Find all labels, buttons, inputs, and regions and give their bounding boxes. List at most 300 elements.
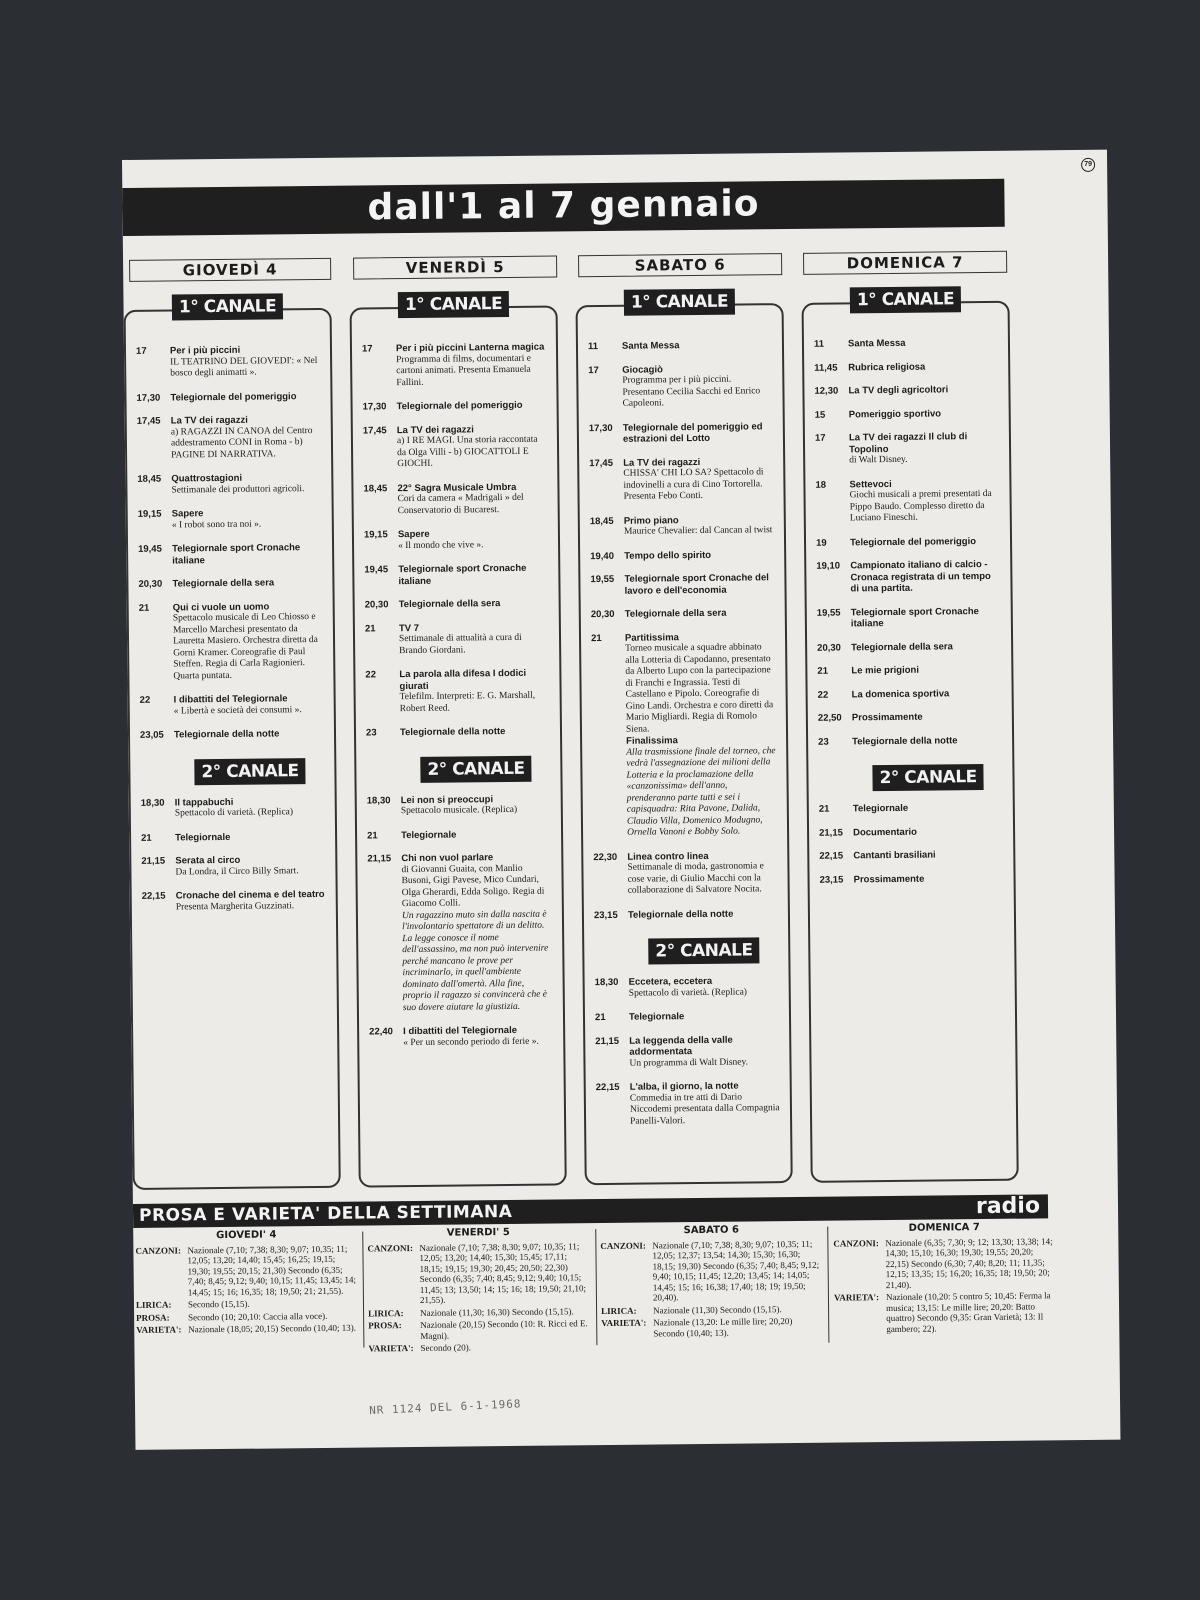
program-title: Telegiornale della sera: [172, 577, 275, 590]
program-time: 17: [361, 343, 373, 355]
program-time: 22: [139, 694, 151, 706]
program-title: Quattrostagioni: [171, 472, 243, 485]
program-description: Settimanale di attualità a cura di Brando Giordani.: [398, 632, 522, 656]
program-entry: [596, 1080, 780, 1128]
program-content: [850, 559, 1000, 595]
program-entry: [369, 1025, 553, 1050]
program-content: [174, 693, 324, 718]
program-title: Pomeriggio sportivo: [848, 407, 942, 420]
program-content: [399, 668, 549, 716]
channel-1-label: 1° CANALE: [624, 289, 735, 316]
program-description: Telefilm. Interpreti: E. G. Marshall, Robert Reed.: [399, 690, 536, 714]
program-content: [630, 1080, 780, 1128]
column-friday: [350, 294, 567, 1187]
program-entry: [595, 1010, 779, 1023]
radio-category: PROSA:: [368, 1320, 402, 1331]
program-time: 21: [138, 602, 150, 614]
program-title: Telegiornale della notte: [173, 728, 280, 741]
program-time: 22,15: [819, 850, 844, 862]
program-entry: [591, 607, 775, 620]
program-title: L'alba, il giorno, la notte: [629, 1080, 739, 1093]
program-content: [398, 563, 548, 588]
program-content: [172, 577, 322, 590]
column-thursday: [124, 296, 341, 1190]
program-time: 18,45: [589, 515, 614, 527]
program-time: 17,30: [588, 422, 613, 434]
radio-column-friday: [367, 1227, 590, 1356]
program-time: 20,30: [364, 599, 389, 611]
program-time: 17: [814, 432, 826, 444]
program-title: Prossimamente: [851, 711, 923, 724]
program-content: [624, 514, 774, 539]
program-description: Spettacolo di varietà. (Replica): [174, 807, 294, 819]
program-content: [397, 423, 547, 471]
program-title: La TV dei ragazzi: [170, 414, 248, 427]
program-time: 17,45: [589, 457, 614, 469]
program-entry: [589, 421, 773, 446]
radio-category: CANZONI:: [600, 1240, 646, 1251]
program-entry: [814, 360, 998, 373]
program-content: [623, 421, 773, 446]
program-time: 23,05: [139, 729, 164, 741]
program-title: Telegiornale della notte: [627, 908, 734, 921]
program-content: [851, 605, 1001, 630]
radio-row: [833, 1236, 1056, 1291]
program-title: Telegiornale: [852, 802, 909, 815]
program-entry: [142, 889, 326, 914]
program-content: [851, 664, 1001, 677]
program-content: [848, 384, 998, 397]
column-sunday: [802, 289, 1019, 1183]
program-title: Tempo dello spirito: [624, 549, 712, 562]
channel-2-label: 2° CANALE: [648, 937, 759, 964]
radio-schedule: Nazionale (11,30) Secondo (15,15).: [653, 1303, 782, 1316]
program-content: [403, 1025, 553, 1050]
program-content: [848, 337, 998, 350]
program-content: [848, 360, 998, 373]
program-description: Giochi musicali a premi presentati da Pippo Baudo. Complesso diretto da Luciano Fineschi.: [849, 488, 992, 524]
program-content: [173, 600, 324, 682]
program-title: Telegiornale sport Cronache del lavoro e dell'economia: [624, 572, 769, 597]
program-time: 18,30: [140, 797, 165, 809]
program-content: [399, 621, 549, 657]
program-time: 21: [594, 1011, 606, 1024]
program-entry: [365, 598, 549, 611]
program-time: 21: [364, 622, 376, 634]
program-content: [401, 793, 551, 818]
handwritten-note: NR 1124 DEL 6-1-1968: [368, 1397, 522, 1418]
radio-schedule: Secondo (10; 20,10: Caccia alla voce).: [188, 1310, 328, 1322]
program-content: [174, 728, 324, 741]
program-title: Qui ci vuole un uomo: [172, 600, 270, 613]
program-content: [175, 830, 325, 843]
program-time: 15: [814, 409, 826, 421]
program-content: [629, 1010, 779, 1023]
program-time: 17,45: [136, 415, 161, 427]
program-description: Da Londra, il Circo Billy Smart.: [175, 865, 299, 877]
program-title: Giocagiò: [622, 363, 663, 376]
program-title: Per i più piccini: [169, 344, 241, 357]
radio-label: radio: [975, 1193, 1041, 1220]
program-title: La parola alla difesa I dodici giurati: [399, 667, 527, 692]
program-title: Santa Messa: [621, 340, 680, 352]
program-entry: [365, 668, 549, 716]
program-content: [397, 400, 547, 413]
program-description: di Walt Disney.: [849, 454, 908, 466]
program-content: [175, 795, 325, 820]
program-title: I dibattiti del Telegiornale: [403, 1024, 518, 1038]
program-entry: [138, 507, 322, 532]
banner-title: dall'1 al 7 gennaio: [122, 179, 1004, 236]
program-time: 17: [135, 345, 147, 357]
program-content: [850, 535, 1000, 548]
program-time: 21,15: [141, 855, 166, 867]
program-content: [625, 607, 775, 620]
program-entry: [593, 850, 777, 898]
program-time: 22: [817, 689, 829, 701]
program-time: 17: [588, 364, 599, 376]
program-content: [629, 1034, 779, 1070]
program-time: 23,15: [819, 873, 844, 886]
radio-row: [135, 1243, 358, 1298]
radio-schedule: Secondo (15,15).: [187, 1298, 250, 1310]
program-description: CHISSA' CHI LO SA? Spettacolo di indovinelli a cura di Cino Tortorella. Presenta Febo Conti.: [623, 467, 764, 502]
program-title: La leggenda della valle addormentata: [629, 1034, 733, 1058]
program-title: Telegiornale del pomeriggio: [396, 399, 523, 413]
program-content: [400, 726, 550, 739]
radio-schedule: Nazionale (6,35; 7,30; 9; 12; 13,30; 13,38; 14; 14,30; 15,10; 16,30; 19,30; 19,55; 20,20; 22,15) Secondo (6,30; 7,40; 8,20; 11; 11,35; 12,15; 13,35; 15; 16,20; 16,35; 18; 19,50; 20; 21,40).: [885, 1235, 1053, 1290]
program-title: Telegiornale sport Cronache italiane: [850, 605, 979, 630]
program-time: 21,15: [819, 826, 843, 839]
program-entry: [819, 825, 1003, 838]
program-title: Telegiornale: [401, 829, 457, 841]
program-content: [624, 549, 774, 562]
program-time: 21,15: [595, 1035, 620, 1047]
program-title: Cronache del cinema e del teatro: [175, 888, 325, 902]
program-title: Santa Messa: [847, 337, 906, 350]
program-entry: [141, 854, 325, 879]
radio-row: [136, 1310, 358, 1323]
program-content: [171, 414, 321, 462]
program-entry: [817, 605, 1001, 630]
program-time: 19,45: [364, 564, 389, 576]
program-content: [623, 456, 773, 504]
program-content: [175, 854, 325, 879]
radio-day-header: SABATO 6: [683, 1224, 739, 1237]
channel-1-label: 1° CANALE: [850, 286, 961, 313]
program-time: 21: [817, 665, 829, 677]
radio-row: [136, 1298, 358, 1311]
program-entry: [814, 384, 998, 397]
program-entry: [590, 572, 774, 597]
program-entry: [367, 828, 551, 841]
radio-column-saturday: [600, 1225, 823, 1341]
program-description: Programma per i più piccini. Presentano Cecilia Sacchi ed Enrico Capoleoni.: [622, 374, 761, 409]
program-entry: [365, 621, 549, 657]
radio-category: VARIETA':: [136, 1324, 182, 1335]
program-time: 19,10: [816, 560, 841, 572]
program-description: a) RAGAZZI IN CANOA del Centro addestramento CONI in Roma - b) PAGINE DI NARRATIVA.: [170, 425, 313, 461]
program-time: 21: [590, 632, 602, 644]
radio-day-header: GIOVEDI' 4: [216, 1229, 277, 1242]
radio-schedule: Nazionale (7,10; 7,38; 8,30; 9,07; 10,35; 11; 12,05; 13,20; 14,40; 15,45; 16,25; 19,15; 19,30; 19,55; 20,15; 21,30) Secondo (6,35; 7,40; 8,45; 9,12; 9,40; 10,15; 11,45; 13,45; 14; 14,45; 15; 16; 16,35; 18; 19,50; 21; 21,55).: [187, 1243, 356, 1297]
program-title: Chi non vuol parlare: [401, 852, 494, 865]
radio-row: [601, 1303, 823, 1316]
program-title: Telegiornale: [628, 1011, 685, 1023]
program-description: Spettacolo di varietà. (Replica): [628, 987, 747, 999]
radio-category: CANZONI:: [833, 1237, 879, 1249]
program-content: [170, 390, 320, 403]
program-title: Primo piano: [623, 514, 679, 527]
program-title: Le mie prigioni: [851, 664, 920, 677]
channel-2-label: 2° CANALE: [420, 755, 531, 782]
program-title: La domenica sportiva: [851, 687, 950, 700]
program-description: Spettacolo musicale di Leo Chiosso e Marcello Marchesi presentato da Lauretta Masiero. Orchestra diretta da Gorni Kramer. Coreografie di Paul Steffen. Regia di Carla Ragionieri. Quarta puntata.: [172, 611, 318, 681]
radio-category: CANZONI:: [367, 1242, 413, 1253]
program-title: Il tappabuchi: [174, 796, 234, 808]
program-time: 18,30: [366, 794, 391, 806]
program-title: La TV dei ragazzi: [396, 423, 474, 436]
program-time: 19,55: [816, 607, 841, 619]
radio-category: LIRICA:: [368, 1307, 404, 1318]
program-time: 20,30: [817, 641, 841, 654]
program-entry: [363, 481, 547, 517]
program-content: [849, 431, 999, 467]
program-content: [629, 975, 779, 1000]
program-time: 23,15: [593, 909, 618, 921]
program-title: I dibattiti del Telegiornale: [173, 693, 288, 706]
radio-divider: [595, 1229, 597, 1345]
program-entry: [590, 514, 774, 539]
program-title: Telegiornale della notte: [852, 734, 958, 747]
program-content: [851, 640, 1001, 653]
program-time: 22,50: [817, 712, 842, 724]
radio-divider: [362, 1232, 364, 1348]
program-entry: [820, 872, 1004, 885]
program-entry: [590, 549, 774, 562]
program-title: Serata al circo: [175, 854, 241, 867]
day-header-sunday: DOMENICA 7: [803, 251, 1007, 275]
program-entry: [589, 456, 773, 504]
program-description: Commedia in tre atti di Dario Niccodemi presentata dalla Compagnia Panelli-Valori.: [629, 1092, 780, 1127]
program-entry: [140, 693, 324, 718]
program-title: 22° Sagra Musicale Umbra: [397, 481, 517, 494]
program-entry: [815, 407, 999, 420]
radio-category: LIRICA:: [135, 1299, 172, 1310]
program-time: 20,30: [590, 608, 615, 621]
program-entry: [819, 802, 1003, 815]
program-entry: [818, 711, 1002, 724]
program-title: Documentario: [853, 826, 918, 838]
radio-row: [368, 1341, 590, 1354]
program-time: 19,40: [590, 550, 615, 562]
program-description: di Giovanni Guaita, con Manlio Busoni, Gigi Pavese, Mico Cundari, Olga Gherardi, Edda Soligo. Regia di Giacomo Colli.: [401, 863, 545, 910]
program-title: Telegiornale della notte: [399, 726, 506, 739]
program-content: [170, 344, 320, 380]
program-entry: [137, 472, 321, 497]
program-title: Partitissima: [624, 631, 679, 644]
program-entry: [364, 563, 548, 588]
program-title: Telegiornale della sera: [624, 607, 727, 620]
program-description: « Il mondo che vive ».: [398, 539, 484, 551]
program-content: [628, 908, 778, 921]
program-entry: [595, 975, 779, 1000]
radio-row: [601, 1316, 823, 1339]
program-description: Programma di films, documentari e cartoni animati. Presenta Emanuela Fallini.: [396, 353, 531, 388]
program-time: 17,45: [362, 424, 387, 436]
program-description: « Libertà e società dei consumi ».: [173, 704, 302, 716]
radio-column-sunday: [833, 1222, 1056, 1336]
program-title: Cantanti brasiliani: [853, 849, 936, 862]
radio-section-title: PROSA E VARIETA' DELLA SETTIMANA: [138, 1201, 513, 1226]
program-title: Telegiornale del pomeriggio: [170, 390, 297, 404]
program-entry: [136, 344, 320, 380]
program-time: 21: [367, 829, 378, 841]
program-content: [849, 477, 999, 525]
program-subtitle: Finalissima: [626, 735, 678, 747]
program-entry: [588, 363, 772, 411]
program-description: a) I RE MAGI. Una storia raccontata da Olga Villi - b) GIOCATTOLI E GIOCHI.: [396, 434, 538, 470]
program-description: Un programma di Walt Disney.: [629, 1056, 749, 1069]
program-content: [397, 481, 547, 517]
radio-schedule: Secondo (20).: [420, 1342, 472, 1353]
program-entry: [141, 795, 325, 820]
program-time: 21: [818, 803, 830, 815]
program-content: [622, 339, 772, 352]
day-header-saturday: SABATO 6: [578, 253, 782, 277]
program-content: [399, 598, 549, 611]
radio-row: [368, 1318, 590, 1341]
program-time: 11: [587, 341, 599, 353]
radio-schedule: Nazionale (11,30; 16,30) Secondo (15,15).: [420, 1305, 574, 1318]
program-time: 19,45: [138, 543, 162, 555]
program-content: [849, 407, 999, 420]
program-description: Presenta Margherita Guzzinati.: [175, 900, 295, 912]
program-entry: [816, 535, 1000, 548]
program-content: [401, 828, 551, 841]
program-entry: [363, 423, 547, 471]
program-description: IL TEATRINO DEL GIOVEDI': « Nel bosco degli animatti ».: [170, 355, 318, 379]
radio-row: [368, 1306, 590, 1319]
program-title: Telegiornale della sera: [851, 640, 953, 653]
program-content: [853, 825, 1003, 838]
program-title: Linea contro linea: [627, 850, 709, 863]
program-content: [852, 734, 1002, 747]
program-entry: [136, 390, 320, 403]
program-title: Rubrica religiosa: [848, 361, 926, 373]
program-entry: [362, 342, 546, 390]
program-description: « Per un secondo periodo di ferie ».: [403, 1036, 539, 1048]
radio-schedule: Nazionale (7,10; 7,38; 8,30; 9,07; 10,35; 11; 12,05; 12,37; 13,54; 14,30; 15,30; 16,30; 18,15; 19,30) Secondo (6,35; 7,40; 8,45; 9,12; 9,40; 10,15; 11,45; 12,20; 13,45; 14; 14,05; 14,45; 15; 16; 16,38; 17,40; 18; 19; 19,50; 20,40).: [652, 1238, 820, 1303]
radio-row: [600, 1238, 823, 1303]
program-time: 19,55: [590, 573, 615, 586]
program-title: Sapere: [171, 508, 204, 520]
program-description: Settimanale di moda, gastronomia e cose varie, di Giulio Macchi con la collaborazione di Salvatore Nocita.: [627, 861, 764, 896]
radio-row: [834, 1290, 1056, 1334]
program-title: La TV degli agricoltori: [848, 384, 949, 397]
program-content: [853, 802, 1003, 815]
program-entry: [816, 559, 1000, 595]
program-description: Maurice Chevalier: dal Cancan al twist: [623, 525, 773, 537]
program-title: La TV dei ragazzi: [623, 456, 701, 469]
radio-schedule: Nazionale (18,05; 20,15) Secondo (10,40; 13).: [188, 1322, 357, 1335]
program-time: 18: [815, 479, 827, 491]
program-content: [854, 872, 1004, 885]
page-number: 79: [1081, 158, 1095, 172]
program-description: Spettacolo musicale. (Replica): [400, 804, 518, 817]
channel-2-label: 2° CANALE: [194, 758, 305, 785]
program-entry: [595, 1034, 779, 1070]
program-title: Settevoci: [849, 478, 892, 490]
program-time: 22,30: [593, 851, 618, 863]
column-saturday: [576, 291, 793, 1185]
day-header-friday: VENERDÌ 5: [353, 255, 557, 279]
program-time: 20,30: [138, 578, 163, 590]
radio-day-header: DOMENICA 7: [908, 1222, 980, 1234]
radio-category: CANZONI:: [135, 1244, 181, 1256]
radio-category: VARIETA':: [601, 1317, 647, 1329]
program-time: 19,15: [137, 508, 162, 520]
program-entry: [818, 687, 1002, 700]
program-time: 11,45: [814, 362, 838, 374]
program-content: [176, 889, 326, 914]
channel-1-label: 1° CANALE: [172, 293, 283, 320]
program-content: [624, 572, 774, 597]
program-entry: [366, 726, 550, 739]
radio-schedule: Nazionale (20,15) Secondo (10: R. Ricci ed E. Magni).: [420, 1318, 588, 1341]
program-time: 12,30: [814, 385, 839, 397]
program-content: [172, 542, 322, 567]
program-time: 17,30: [136, 392, 161, 404]
radio-schedule: Nazionale (10,20: 5 contro 5; 10,45: Ferma la musica; 13,15: Le mille lire; 20,20: Batto quattro) Secondo (9,35: Gran Varietà; 13: Il gambero; 22).: [885, 1290, 1051, 1334]
program-title: Per i più piccini Lanterna magica: [395, 341, 545, 355]
program-entry: [367, 793, 551, 818]
program-content: [396, 342, 546, 390]
program-entry: [819, 849, 1003, 862]
program-description: « I robot sono tra noi ».: [171, 519, 262, 530]
channel-2-label: 2° CANALE: [872, 764, 983, 791]
program-content: [625, 631, 777, 840]
program-entry: [137, 414, 321, 462]
program-time: 22,15: [141, 890, 166, 902]
program-title: Telegiornale del pomeriggio ed estrazioni del Lotto: [622, 420, 763, 445]
program-content: [172, 507, 322, 532]
program-title: Telegiornale della sera: [398, 598, 501, 611]
program-title: Sapere: [397, 528, 430, 541]
program-content: [401, 852, 553, 1015]
program-entry: [588, 339, 772, 352]
program-description: Torneo musicale a squadre abbinato alla Lotteria di Capodanno, presentato da Alberto Lupo con la partecipazione di Franchi e Ingrassia. Testi di Castellano e Pipolo. Coreografie di Gino Landi. Orchestra e coro diretti da Mario Migliardi. Regia di Romolo Siena.: [625, 642, 774, 735]
program-time: 21: [141, 832, 152, 844]
program-time: 18,45: [363, 482, 388, 494]
day-header-thursday: GIOVEDÌ 4: [129, 258, 331, 282]
program-entry: [138, 577, 322, 590]
program-time: 19: [815, 537, 827, 549]
radio-schedule: Nazionale (13,20: Le mille lire; 20,20) Secondo (10,40; 13).: [653, 1316, 793, 1339]
program-entry: [591, 631, 777, 840]
program-time: 22,15: [595, 1081, 620, 1094]
radio-schedule: Nazionale (7,10; 7,38; 8,30; 9,07; 10,35; 11; 12,05; 13,20; 14,40; 15,30; 15,45; 17,11; 18,15; 19,15; 19,30; 20,45; 20,50; 22,30) Secondo (6,35; 7,40; 8,45; 9,12; 9,40; 10,15; 11,45; 13; 13,50; 14; 15; 16; 18; 19,50; 21,10; 21,55).: [419, 1240, 587, 1305]
program-title: Telegiornale del pomeriggio: [849, 535, 977, 548]
program-entry: [139, 600, 324, 682]
program-time: 22,40: [369, 1026, 393, 1038]
program-entry: [814, 337, 998, 350]
program-entry: [817, 664, 1001, 677]
program-time: 19,15: [363, 529, 388, 541]
radio-category: VARIETA':: [833, 1292, 880, 1303]
program-note: Alla trasmissione finale del torneo, che vedrà l'assegnazione dei milioni della Lotteria e la proclamazione della «canzonissima» dell'anno, prenderanno parte tutti e sei i capisquadra: Rita Pavone, Dalida, Claudio Villa, Domenico Modugno, Ornella Vanoni e Bobby Solo.: [626, 745, 776, 838]
program-entry: [364, 528, 548, 553]
